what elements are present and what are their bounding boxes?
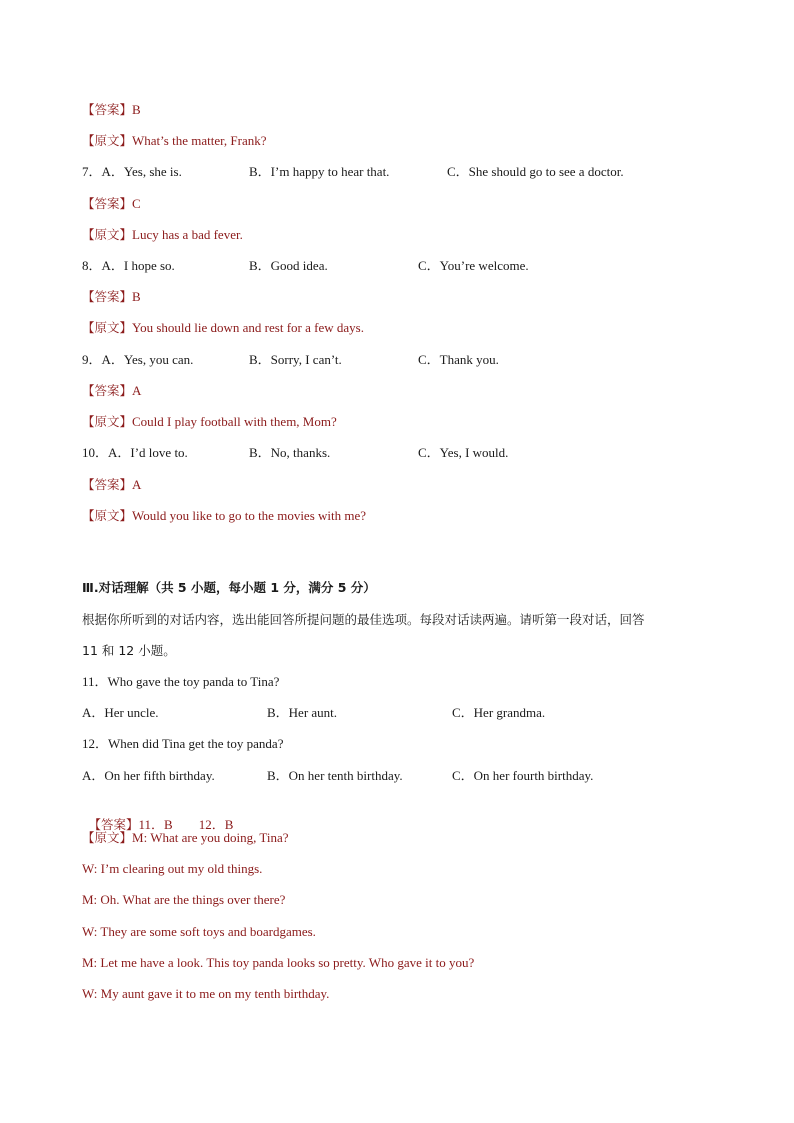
q9-option-b: B．Sorry, I can’t. — [249, 352, 342, 367]
q6-answer: 【答案】B — [82, 102, 141, 117]
q8-option-b: B．Good idea. — [249, 258, 328, 273]
q8-source: 【原文】You should lie down and rest for a few days. — [82, 320, 364, 335]
q7-answer: 【答案】C — [82, 196, 141, 211]
q11-option-c: C．Her grandma. — [452, 705, 546, 720]
section-heading: Ⅲ.对话理解（共 5 小题，每小题 1 分，满分 5 分） — [82, 580, 376, 595]
q8-options: 8．A．I hope so. — [82, 258, 175, 273]
q8-answer: 【答案】B — [82, 289, 141, 304]
dialogue-line: W: I’m clearing out my old things. — [82, 861, 263, 876]
q7-options: 7．A．Yes, she is. — [82, 164, 182, 179]
q7-option-c: C．She should go to see a doctor. — [447, 164, 624, 179]
q9-answer: 【答案】A — [82, 383, 142, 398]
q7-source: 【原文】Lucy has a bad fever. — [82, 227, 243, 242]
q6-source: 【原文】What’s the matter, Frank? — [82, 133, 267, 148]
q12-question: 12．When did Tina get the toy panda? — [82, 736, 284, 751]
q12-option-b: B．On her tenth birthday. — [267, 768, 403, 783]
q12-option-c: C．On her fourth birthday. — [452, 768, 594, 783]
section-instruction-line2: 11 和 12 小题。 — [82, 643, 176, 658]
q11-question: 11．Who gave the toy panda to Tina? — [82, 674, 280, 689]
q9-option-c: C．Thank you. — [418, 352, 499, 367]
q10-source: 【原文】Would you like to go to the movies with me? — [82, 508, 367, 523]
dialogue-line: W: My aunt gave it to me on my tenth birthday. — [82, 986, 330, 1001]
q10-option-c: C．Yes, I would. — [418, 445, 509, 460]
q10-options: 10．A．I’d love to. — [82, 445, 188, 460]
q11-12-answer: 【答案】11．B 12．B — [88, 817, 234, 832]
dialogue-line: M: Oh. What are the things over there? — [82, 892, 286, 907]
q10-option-b: B．No, thanks. — [249, 445, 331, 460]
q7-option-b: B．I’m happy to hear that. — [249, 164, 390, 179]
q10-answer: 【答案】A — [82, 477, 142, 492]
section-instruction-line1: 根据你所听到的对话内容，选出能回答所提问题的最佳选项。每段对话读两遍。请听第一段对话，回答 — [82, 612, 645, 627]
dialogue-line: W: They are some soft toys and boardgames. — [82, 924, 316, 939]
q8-option-c: C．You’re welcome. — [418, 258, 529, 273]
q12-option-a: A．On her fifth birthday. — [82, 768, 215, 783]
dialogue-line: 【原文】M: What are you doing, Tina? — [82, 830, 289, 845]
q9-source: 【原文】Could I play football with them, Mom? — [82, 414, 337, 429]
q9-options: 9．A．Yes, you can. — [82, 352, 194, 367]
q11-option-b: B．Her aunt. — [267, 705, 338, 720]
dialogue-line: M: Let me have a look. This toy panda looks so pretty. Who gave it to you? — [82, 955, 475, 970]
q11-option-a: A．Her uncle. — [82, 705, 159, 720]
